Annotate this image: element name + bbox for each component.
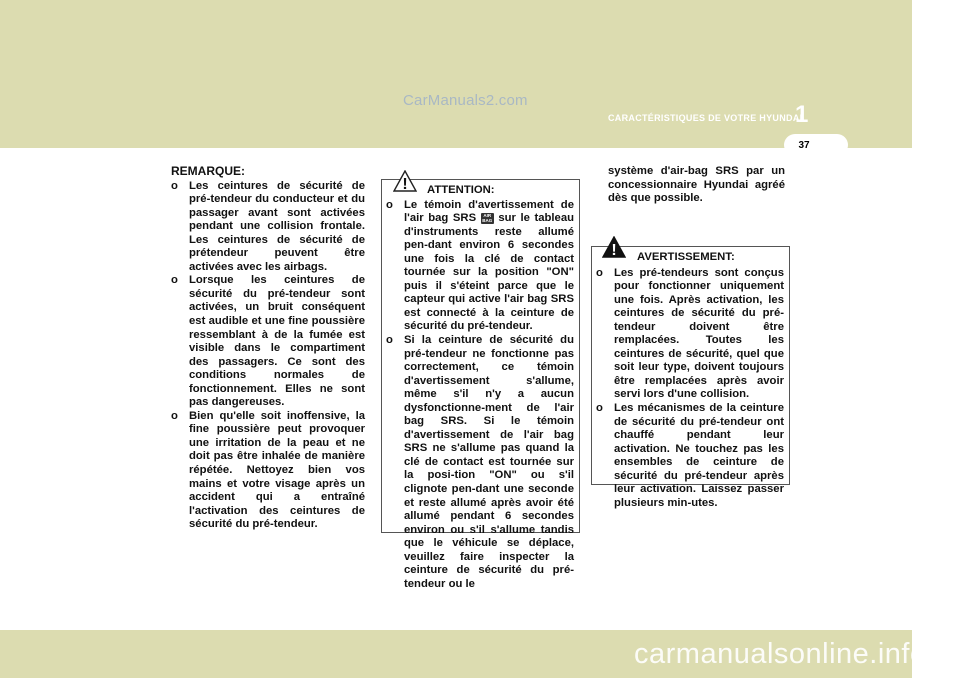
chapter-number: 1 xyxy=(795,101,809,128)
page-number: 37 xyxy=(798,140,810,151)
attention-item: o Le témoin d'avertissement de l'air bag SRS AIR BAG sur le tableau d'instruments reste allumé pen-dant environ 6 secondes une fois la clé de contact tournée sur la position "ON" puis il s'éteint parce que le capteur qui active l'air bag SRS est connecté à la ceinture de sécurité du pré-tendeur. xyxy=(386,198,575,333)
airbag-warning-icon: AIR BAG xyxy=(482,213,493,224)
watermark-top[interactable]: CarManuals2.com xyxy=(403,92,528,109)
remarque-item: o Lorsque les ceintures de sécurité du pré-tendeur sont activées, un bruit conséquent est audible et une fine poussière ressemblant à de la fumée est visible dans le compartiment des passagers. Ce sont des conditions normales de fonctionnement. Elles ne sont pas dangereuses. xyxy=(171,274,365,409)
avertissement-content xyxy=(596,251,784,510)
chapter-title: CARACTÉRISTIQUES DE VOTRE HYUNDAI xyxy=(608,113,803,123)
watermark-bottom[interactable]: carmanualsonline.info xyxy=(634,638,927,670)
avertissement-item: o Les pré-tendeurs sont conçus pour fonctionner uniquement une fois. Après activation, les ceintures de sécurité du pré-tendeur doivent être remplacées. Toutes les ceintures de sécurité, quel que soit leur type, doivent toujours être remplacées après avoir servi lors d'une collision. xyxy=(596,266,784,401)
attention-title: ATTENTION: xyxy=(427,184,495,196)
avertissement-item: o Les mécanismes de la ceinture de sécurité du pré-tendeur ont chauffé pendant leur activation. Ne touchez pas les ensembles de ceinture de sécurité du pré-tendeur après leur activation. Laissez passer plusieurs min-utes. xyxy=(596,402,784,509)
remarque-item: o Bien qu'elle soit inoffensive, la fine poussière peut provoquer une irritation de la peau et ne doit pas être inhalée de manière répétée. Nettoyez bien vos mains et votre visage après un accident qui a entraîné l'activation des ceintures de sécurité du pré-tendeur. xyxy=(171,409,365,531)
continuation-text: système d'air-bag SRS par un concessionnaire Hyundai agréé dès que possible. xyxy=(608,165,785,205)
remarque-heading: REMARQUE: xyxy=(171,164,245,178)
svg-text:!: ! xyxy=(402,176,408,192)
remarque-section xyxy=(171,165,365,532)
attention-item: o Si la ceinture de sécurité du pré-tendeur ne fonctionne pas correctement, ce témoin d'avertissement s'allume, même s'il n'y a aucun dysfonctionne-ment de l'air bag SRS. Si le témoin d'avertissement de l'air bag SRS ne s'allume pas quand la clé de contact est tournée sur la posi-tion "ON" ou s'il clignote pen-dant une seconde et reste allumé après avoir été allumé pendant 6 secondes environ ou s'il s'allume tandis que le véhicule se déplace, veuillez faire inspecter la ceinture de sécurité du pré-tendeur ou le xyxy=(386,334,574,590)
remarque-item: o Les ceintures de sécurité de pré-tendeur du conducteur et du passager avant sont activées pendant une collision frontale. Les ceintures de sécurité de prétendeur peuvent être activées avec les airbags. xyxy=(171,179,365,273)
avertissement-title: AVERTISSEMENT: xyxy=(637,251,735,263)
svg-text:!: ! xyxy=(611,242,617,258)
attention-content xyxy=(386,184,574,591)
header-band xyxy=(0,0,912,148)
